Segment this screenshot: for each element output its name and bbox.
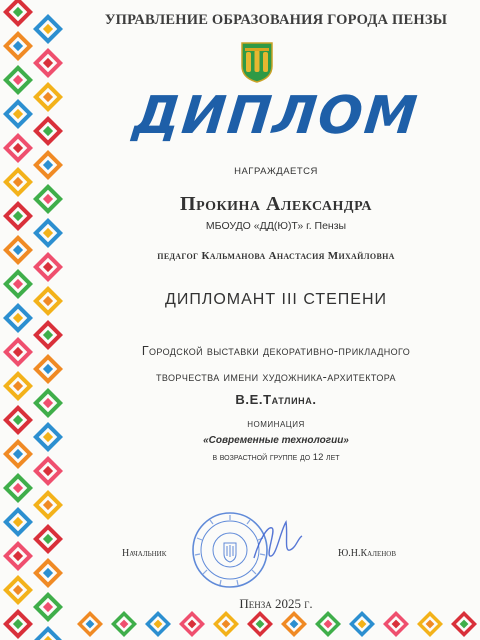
nomination-label: НОМИНАЦИЯ [247,420,305,429]
penza-coat-of-arms-icon [239,40,275,84]
teacher-name: педагог Кальманова Анастасия Михайловна [157,250,395,262]
school-name: МБОУДО «ДД(Ю)Т» г. Пензы [205,220,347,232]
place-and-year: Пенза 2025 г. [239,596,313,611]
event-line-2: творчества имени художника-архитектора [156,370,396,384]
event-line-1: Городской выставки декоративно-прикладного [141,344,411,358]
award-degree: ДИПЛОМАНТ III СТЕПЕНИ [164,291,388,308]
age-group: в возрастной группе до 12 лет [212,452,340,463]
signer-title: Начальник [122,548,167,559]
recipient-name: Прокина Александра [180,193,372,215]
organization-title: УПРАВЛЕНИЕ ОБРАЗОВАНИЯ ГОРОДА ПЕНЗЫ [104,12,448,28]
diploma-title: ДИПЛОМ [130,86,422,146]
awarded-label: НАГРАЖДАЕТСЯ [234,166,318,177]
ornament-border-left [0,0,72,640]
signature-mark [250,518,306,568]
signer-name: Ю.Н.Каленов [338,548,397,559]
nomination-name: «Современные технологии» [203,435,349,446]
event-line-3: В.Е.Татлина. [235,392,317,407]
